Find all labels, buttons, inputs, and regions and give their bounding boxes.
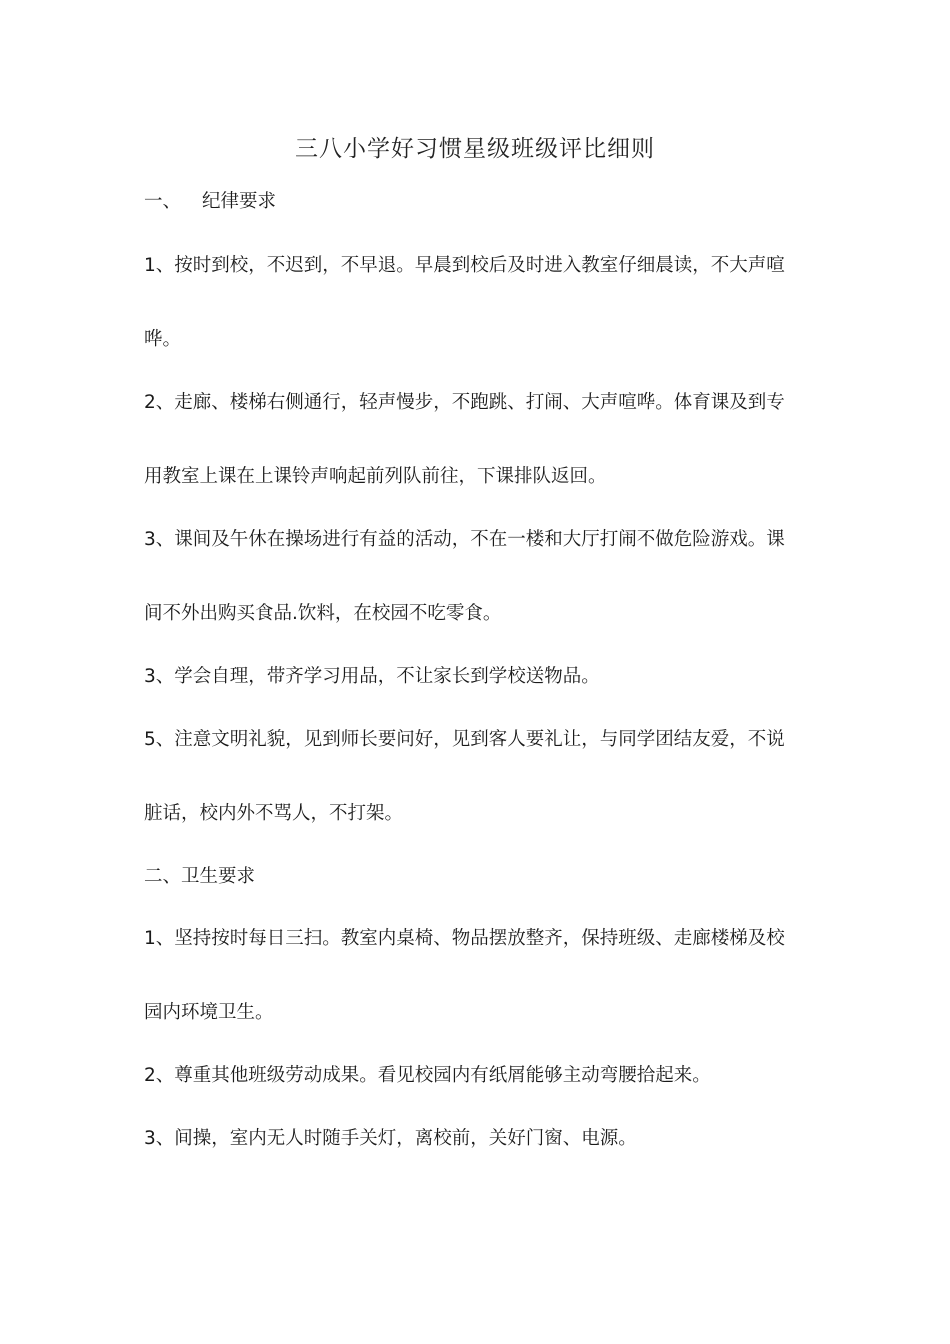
document-title: 三八小学好习惯星级班级评比细则 [295, 136, 655, 162]
discipline-item-1-line-2: 哗。 [144, 329, 182, 350]
hygiene-item-1-line-1: 1、坚持按时每日三扫。教室内桌椅、物品摆放整齐，保持班级、走廊楼梯及校 [144, 928, 785, 949]
discipline-item-5-line-2: 脏话，校内外不骂人，不打架。 [144, 803, 404, 824]
discipline-item-3-line-1: 3、课间及午休在操场进行有益的活动，不在一楼和大厅打闹不做危险游戏。课 [144, 529, 785, 550]
discipline-item-2-line-2: 用教室上课在上课铃声响起前列队前往，下课排队返回。 [144, 466, 607, 487]
section-heading-discipline [144, 187, 276, 213]
section-heading-hygiene: 二、卫生要求 [144, 866, 256, 887]
hygiene-item-2-line-1: 2、尊重其他班级劳动成果。看见校园内有纸屑能够主动弯腰拾起来。 [144, 1065, 711, 1086]
discipline-item-4-line-1: 3、学会自理，带齐学习用品，不让家长到学校送物品。 [144, 666, 600, 687]
discipline-item-1-line-1: 1、按时到校，不迟到，不早退。早晨到校后及时进入教室仔细晨读，不大声喧 [144, 255, 785, 276]
section-heading-text: 纪律要求 [202, 191, 277, 212]
discipline-item-5-line-1: 5、注意文明礼貌，见到师长要问好，见到客人要礼让，与同学团结友爱，不说 [144, 729, 785, 750]
discipline-item-3-line-2: 间不外出购买食品.饮料，在校园不吃零食。 [144, 603, 502, 624]
hygiene-item-1-line-2: 园内环境卫生。 [144, 1002, 274, 1023]
hygiene-item-3-line-1: 3、间操，室内无人时随手关灯，离校前，关好门窗、电源。 [144, 1128, 637, 1149]
discipline-item-2-line-1: 2、走廊、楼梯右侧通行，轻声慢步，不跑跳、打闹、大声喧哗。体育课及到专 [144, 392, 785, 413]
section-number: 一、 [144, 191, 182, 212]
